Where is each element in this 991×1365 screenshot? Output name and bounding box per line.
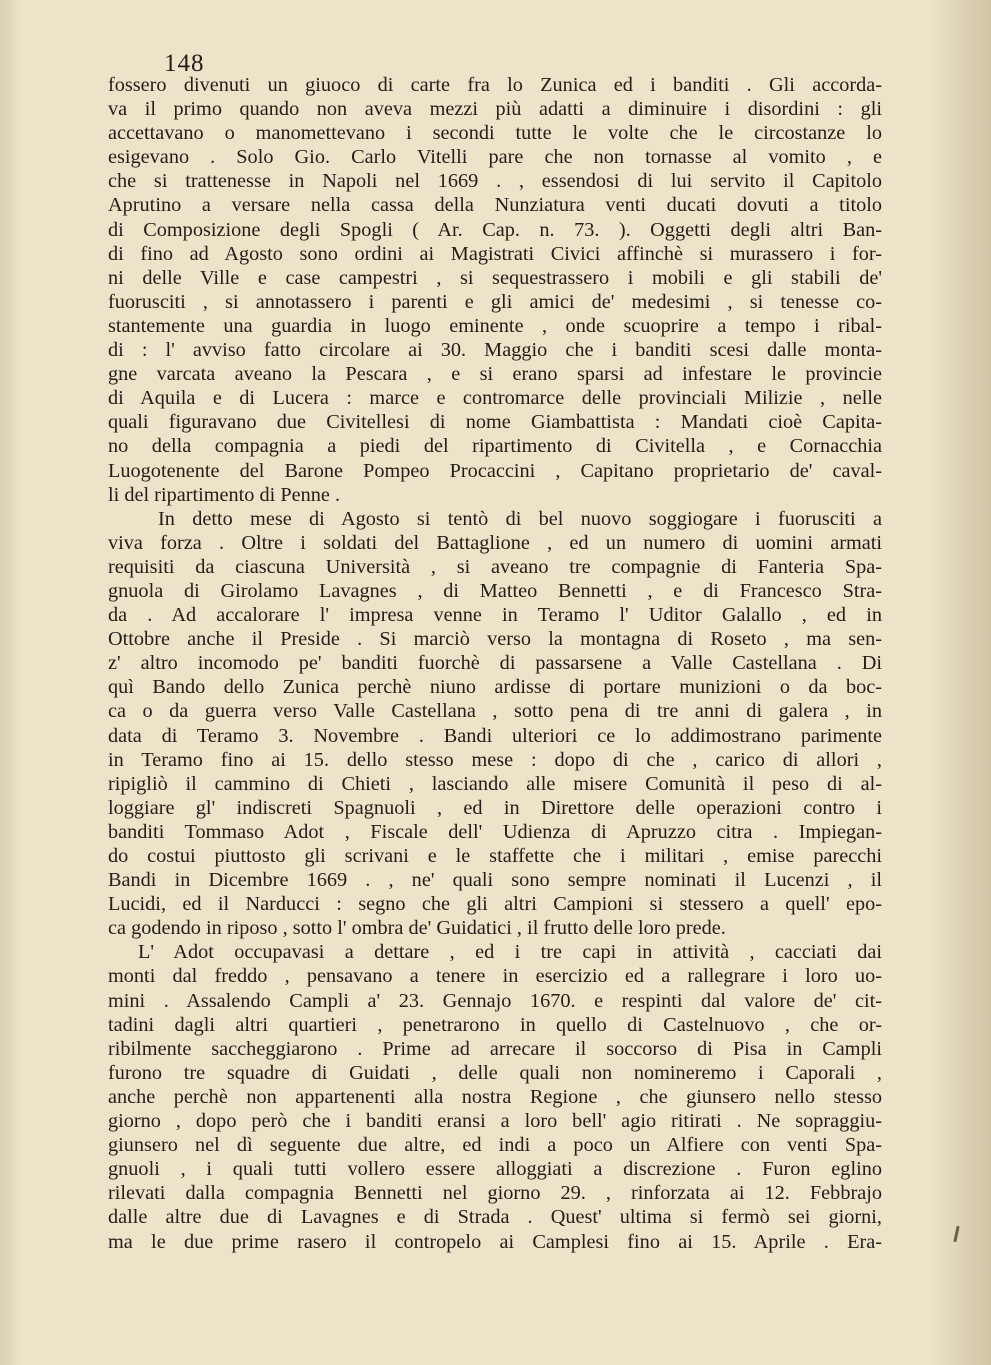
text-line: accettavano o manomettevano i secondi tutte le volte che le circostanze lo: [108, 122, 882, 145]
text-line: giorno , dopo però che i banditi eransi a loro bell' agio ritirati . Ne sopraggiu-: [108, 1110, 882, 1133]
text-line: In detto mese di Agosto si tentò di bel nuovo soggiogare i fuorusciti a: [158, 507, 882, 530]
text-line: loggiare gl' indiscreti Spagnuoli , ed in Direttore delle operazioni contro i: [108, 796, 882, 819]
text-line: Ottobre anche il Preside . Si marciò verso la montagna di Roseto , ma sen-: [108, 628, 882, 651]
text-line: fossero divenuti un giuoco di carte fra lo Zunica ed i banditi . Gli accorda-: [108, 74, 882, 96]
text-line: dalle altre due di Lavagnes e di Strada . Quest' ultima si fermò sei giorni,: [108, 1206, 882, 1229]
text-line: no della compagnia a piedi del ripartimento di Civitella , e Cornacchia: [108, 435, 882, 458]
text-line: requisiti da ciascuna Università , si aveano tre compagnie di Fanteria Spa-: [108, 555, 882, 578]
body-text: [108, 73, 882, 1254]
text-line: ripigliò il cammino di Chieti , lasciando alle misere Comunità il peso di al-: [108, 772, 882, 795]
text-line: di Aquila e di Lucera : marce e contromarce delle provinciali Milizie , nelle: [108, 387, 882, 410]
text-line: quì Bando dello Zunica perchè niuno ardisse di portare munizioni o da boc-: [108, 676, 882, 699]
text-line: tadini dagli altri quartieri , penetrarono in quello di Castelnuovo , che or-: [108, 1013, 882, 1036]
text-line: Luogotenente del Barone Pompeo Procaccini , Capitano proprietario de' caval-: [108, 459, 882, 482]
text-line: gnuoli , i quali tutti vollero essere alloggiati a discrezione . Furon eglino: [108, 1158, 882, 1181]
text-line: Lucidi, ed il Narducci : segno che gli altri Campioni si stessero a quell' epo-: [108, 893, 882, 916]
text-line: banditi Tommaso Adot , Fiscale dell' Udienza di Apruzzo citra . Impiegan-: [108, 820, 882, 843]
text-line: che si trattenesse in Napoli nel 1669 . , essendosi di lui servito il Capitolo: [108, 170, 882, 193]
text-line: ca o da guerra verso Valle Castellana , sotto pena di tre anni di galera , in: [108, 700, 882, 723]
text-line: di fino ad Agosto sono ordini ai Magistrati Civici affinchè si murassero i for-: [108, 242, 882, 265]
text-line: giunsero nel dì seguente due altre, ed indi a poco un Alfiere con venti Spa-: [108, 1134, 882, 1157]
text-line: di Composizione degli Spogli ( Ar. Cap. n. 73. ). Oggetti degli altri Ban-: [108, 218, 882, 241]
text-line: rilevati dalla compagnia Bennetti nel giorno 29. , rinforzata ai 12. Febbrajo: [108, 1182, 882, 1205]
text-line: monti dal freddo , pensavano a tenere in esercizio ed a rallegrare i loro uo-: [108, 965, 882, 988]
text-line: stantemente una guardia in luogo eminente , onde scuoprire a tempo i ribal-: [108, 314, 882, 337]
text-line: di : l' avviso fatto circolare ai 30. Maggio che i banditi scesi dalle monta-: [108, 339, 882, 362]
page-number: 148: [164, 50, 205, 77]
text-line: ma le due prime rasero il contropelo ai Camplesi fino ai 15. Aprile . Era-: [108, 1230, 882, 1253]
text-line: quali figuravano due Civitellesi di nome Giambattista : Mandati cioè Capita-: [108, 411, 882, 434]
text-line: furono tre squadre di Guidati , delle quali non nomineremo i Caporali ,: [108, 1061, 882, 1084]
text-line: data di Teramo 3. Novembre . Bandi ulteriori ce lo addimostrano parimente: [108, 724, 882, 747]
text-line: viva forza . Oltre i soldati del Battaglione , ed un numero di uomini armati: [108, 531, 882, 554]
text-line: fuorusciti , si annotassero i parenti e gli amici de' medesimi , si tenesse co-: [108, 290, 882, 313]
text-line: va il primo quando non aveva mezzi più adatti a diminuire i disordini : gli: [108, 98, 882, 121]
page-gutter-shadow: [931, 0, 991, 1365]
text-line: gnuola di Girolamo Lavagnes , di Matteo Bennetti , e di Francesco Stra-: [108, 579, 882, 602]
text-line: da . Ad accalorare l' impresa venne in Teramo l' Uditor Galallo , ed in: [108, 604, 882, 627]
text-line: ca godendo in riposo , sotto l' ombra de' Guidatici , il frutto delle loro prede.: [108, 917, 726, 940]
text-line: Aprutino a versare nella cassa della Nunziatura venti ducati dovuti a titolo: [108, 194, 882, 217]
text-line: ni delle Ville e case campestri , si sequestrassero i mobili e gli stabili de': [108, 266, 882, 289]
text-line: mini . Assalendo Campli a' 23. Gennajo 1670. e respinti dal valore de' cit-: [108, 989, 882, 1012]
text-line: Bandi in Dicembre 1669 . , ne' quali sono sempre nominati il Lucenzi , il: [108, 869, 882, 892]
text-line: anche perchè non appartenenti alla nostra Regione , che giunsero nello stesso: [108, 1085, 882, 1108]
text-line: ribilmente saccheggiarono . Prime ad arrecare il soccorso di Pisa in Campli: [108, 1037, 882, 1060]
text-line: li del ripartimento di Penne .: [108, 483, 341, 506]
text-line: esigevano . Solo Gio. Carlo Vitelli pare che non tornasse al vomito , e: [108, 146, 882, 169]
text-line: z' altro incomodo pe' banditi fuorchè di passarsene a Valle Castellana . Di: [108, 652, 882, 675]
text-line: gne varcata aveano la Pescara , e si erano sparsi ad infestare le provincie: [108, 363, 882, 386]
text-line: do costui piuttosto gli scrivani e le staffette che i militari , emise parecchi: [108, 845, 882, 867]
text-line: in Teramo fino ai 15. dello stesso mese : dopo di che , carico di allori ,: [108, 748, 882, 771]
text-line: L' Adot occupavasi a dettare , ed i tre capi in attività , cacciati dai: [138, 941, 882, 964]
